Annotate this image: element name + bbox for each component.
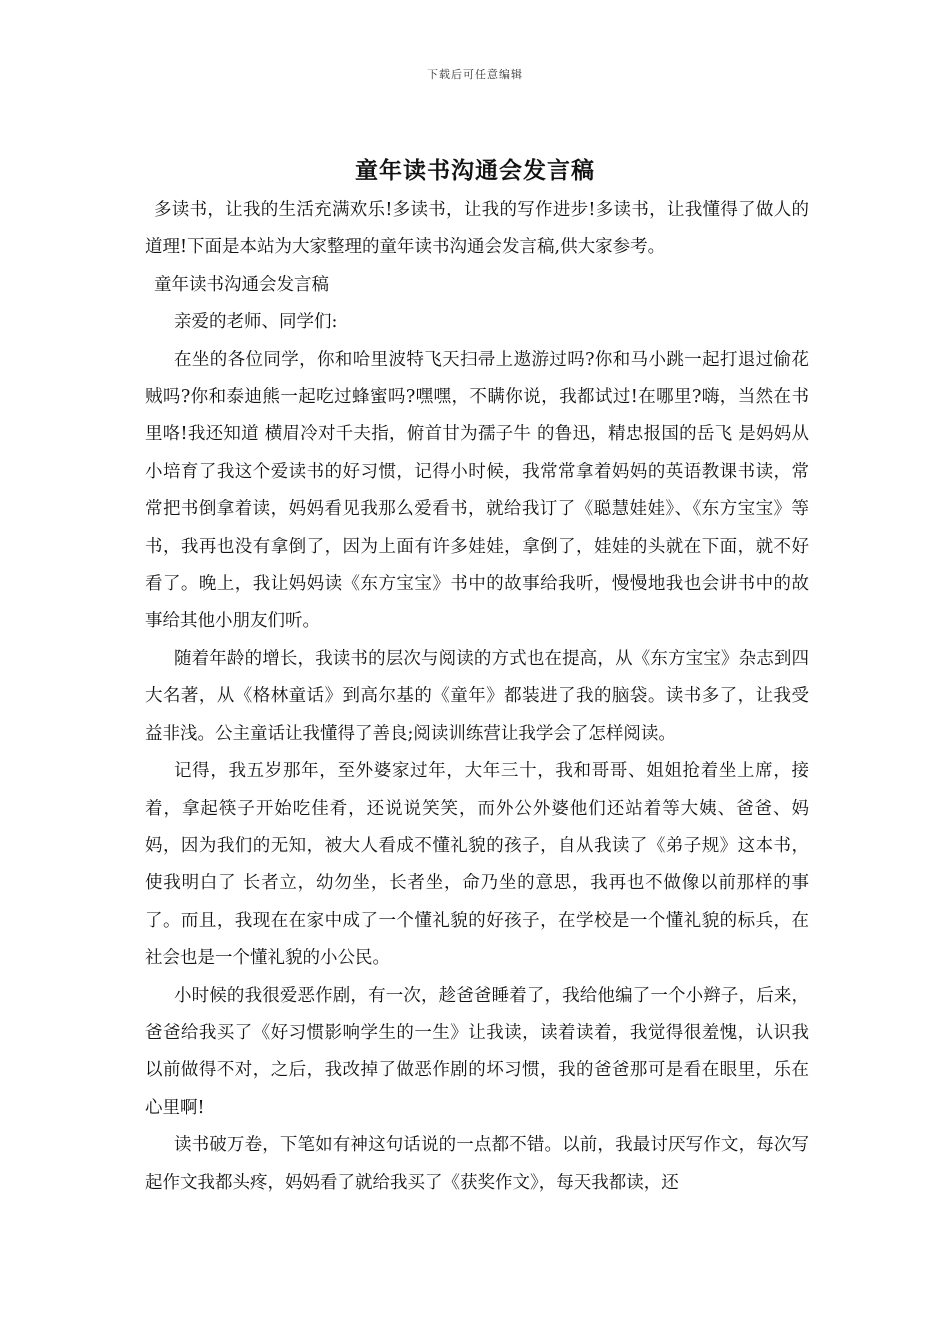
greeting-line: 亲爱的老师、同学们: [174,312,338,333]
document-body [145,192,809,1202]
body-paragraph-5: 读书破万卷，下笔如有神这句话说的一点都不错。以前，我最讨厌写作文，每次写起作文我都头疼，妈妈看了就给我买了《获奖作文》，每天我都读，还 [145,1135,809,1193]
body-paragraph-2: 随着年龄的增长，我读书的层次与阅读的方式也在提高，从《东方宝宝》杂志到四大名著，从《格林童话》到高尔基的《童年》都装进了我的脑袋。读书多了，让我受益非浅。公主童话让我懂得了善良;阅读训练营让我学会了怎样阅读。 [145,648,809,744]
subtitle-line: 童年读书沟通会发言稿 [154,274,329,295]
body-paragraph-4: 小时候的我很爱恶作剧，有一次，趁爸爸睡着了，我给他编了一个小辫子，后来，爸爸给我买了《好习惯影响学生的一生》让我读，读着读着，我觉得很羞愧，认识我以前做得不对，之后，我改掉了做恶作剧的坏习惯，我的爸爸那可是看在眼里，乐在心里啊! [145,985,809,1118]
body-paragraph-1: 在坐的各位同学，你和哈里波特飞天扫帚上遨游过吗?你和马小跳一起打退过偷花贼吗?你和泰迪熊一起吃过蜂蜜吗?嘿嘿，不瞒你说，我都试过!在哪里?嗨，当然在书里咯!我还知道 横眉冷对千夫指，俯首甘为孺子牛 的鲁迅，精忠报国的岳飞 是妈妈从小培育了我这个爱读书的好习惯，记得小时候，我常常拿着妈妈的英语教课书读，常常把书倒拿着读，妈妈看见我那么爱看书，就给我订了《聪慧娃娃》、《东方宝宝》等书，我再也没有拿倒了，因为上面有许多娃娃，拿倒了，娃娃的头就在下面，就不好看了。晚上，我让妈妈读《东方宝宝》书中的故事给我听，慢慢地我也会讲书中的故事给其他小朋友们听。 [145,349,809,632]
document-title: 童年读书沟通会发言稿 [355,157,595,184]
body-paragraph-3: 记得，我五岁那年，至外婆家过年，大年三十，我和哥哥、姐姐抢着坐上席，接着，拿起筷子开始吃佳肴，还说说笑笑，而外公外婆他们还站着等大姨、爸爸、妈妈，因为我们的无知，被大人看成不懂礼貌的孩子，自从我读了《弟子规》这本书，使我明白了 长者立，幼勿坐，长者坐，命乃坐的意思，我再也不做像以前那样的事了。而且，我现在在家中成了一个懂礼貌的好孩子，在学校是一个懂礼貌的标兵，在社会也是一个懂礼貌的小公民。 [145,761,809,969]
header-note: 下载后可任意编辑 [427,68,523,81]
intro-paragraph: 多读书，让我的生活充满欢乐!多读书，让我的写作进步!多读书，让我懂得了做人的道理!下面是本站为大家整理的童年读书沟通会发言稿,供大家参考。 [145,200,809,258]
